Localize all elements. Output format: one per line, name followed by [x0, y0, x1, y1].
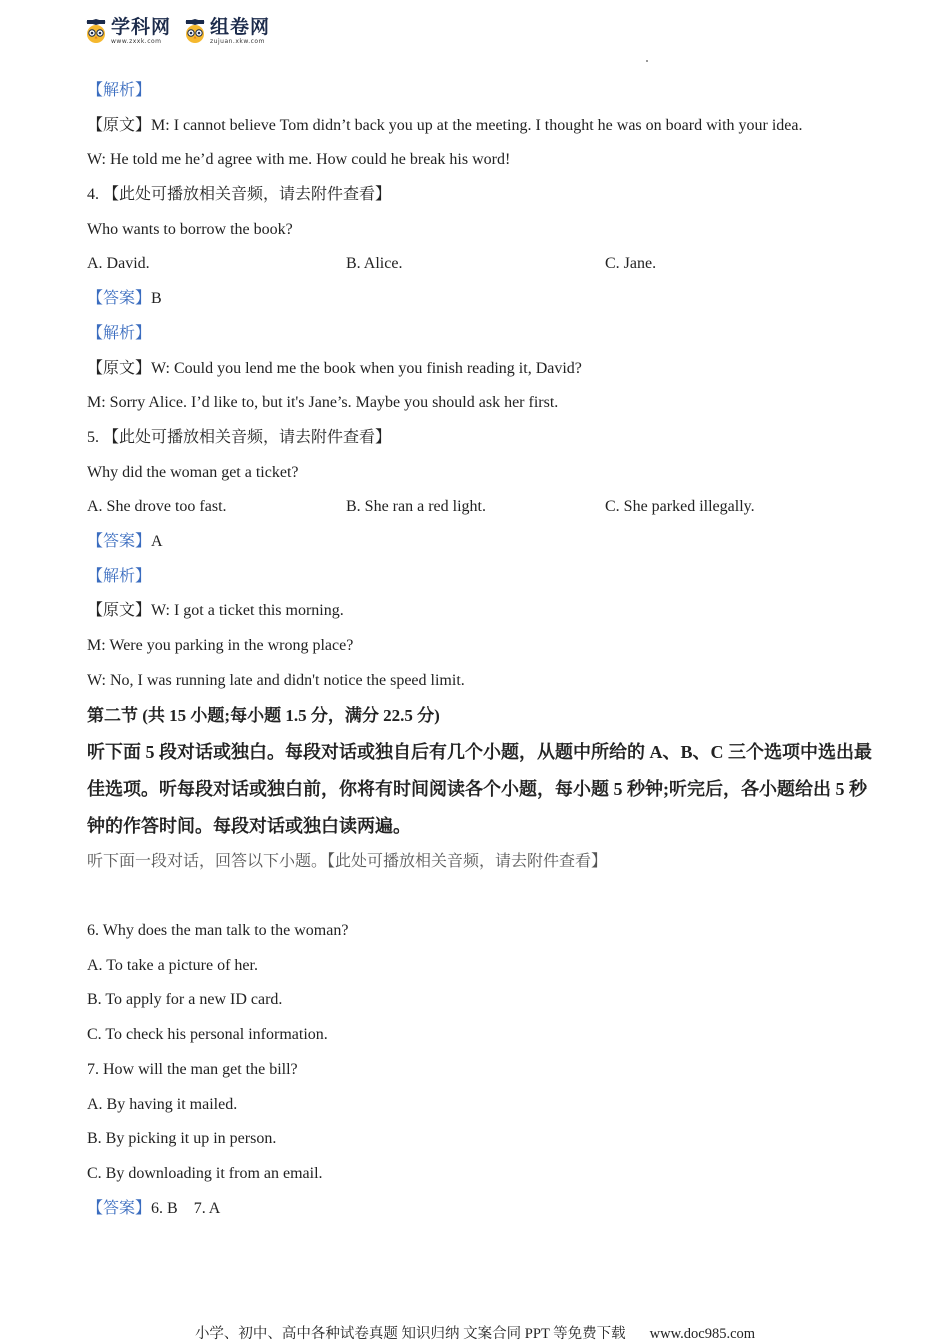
question-6-option-a: A. To take a picture of her. — [87, 956, 258, 974]
analysis-label: 【解析】 — [87, 324, 152, 342]
owl-icon — [183, 19, 207, 43]
footer-link[interactable]: www.doc985.com — [649, 1326, 756, 1342]
section-2-note: 听下面一段对话，回答以下小题。【此处可播放相关音频，请去附件查看】 — [87, 853, 608, 871]
document-body — [87, 74, 877, 1226]
analysis-label: 【解析】 — [87, 82, 152, 99]
question-4-header: 4. 【此处可播放相关音频，请去附件查看】 — [87, 186, 392, 204]
question-5-answer: 【答案】A — [87, 532, 163, 550]
transcript-line: 【原文】M: I cannot believe Tom didn’t back you up at the meeting. I thought he was on board with your idea. — [87, 116, 803, 134]
question-7-option-c: C. By downloading it from an email. — [87, 1164, 323, 1182]
owl-icon — [84, 19, 108, 43]
transcript-line: W: He told me he’d agree with me. How could he break his word! — [87, 151, 511, 169]
section-2-instructions: 听下面 5 段对话或独白。每段对话或独自后有几个小题，从题中所给的 A、B、C 三个选项中选出最佳选项。听每段对话或独白前，你将有时间阅读各个小题，每小题 5 秒钟;听完后，各小题给出 5 秒钟的作答时间。每段对话或独白读两遍。 — [87, 742, 872, 837]
question-7-text: 7. How will the man get the bill? — [87, 1060, 298, 1078]
question-5-options — [87, 490, 877, 525]
transcript-line: 【原文】W: Could you lend me the book when you finish reading it, David? — [87, 359, 582, 377]
footer — [0, 1322, 950, 1343]
logo-zujuanwang[interactable] — [183, 15, 271, 45]
question-6-text: 6. Why does the man talk to the woman? — [87, 922, 349, 940]
question-5-text: Why did the woman get a ticket? — [87, 463, 299, 481]
question-6-7-answer: 【答案】6. B 7. A — [87, 1199, 221, 1217]
question-7-option-b: B. By picking it up in person. — [87, 1130, 277, 1148]
question-4-options — [87, 247, 877, 282]
header — [84, 14, 270, 48]
logo-url: zujuan.xkw.com — [210, 37, 265, 45]
option-a: A. David. — [87, 255, 150, 273]
question-4-answer: 【答案】B — [87, 290, 162, 308]
transcript-line: M: Were you parking in the wrong place? — [87, 637, 354, 654]
logo-name: 组卷网 — [210, 15, 271, 38]
logo-name: 学科网 — [111, 15, 172, 38]
transcript-line: 【原文】W: I got a ticket this morning. — [87, 602, 344, 620]
option-b: B. She ran a red light. — [346, 498, 486, 516]
option-c: C. Jane. — [605, 255, 657, 273]
option-b: B. Alice. — [346, 255, 403, 273]
question-5-header: 5. 【此处可播放相关音频，请去附件查看】 — [87, 428, 392, 446]
option-a: A. She drove too fast. — [87, 498, 227, 516]
analysis-label: 【解析】 — [87, 567, 152, 585]
decorative-dot — [646, 60, 648, 62]
logo-url: www.zxxk.com — [111, 37, 162, 45]
transcript-line: M: Sorry Alice. I’d like to, but it's Jane’s. Maybe you should ask her first. — [87, 394, 559, 412]
transcript-line: W: No, I was running late and didn't notice the speed limit. — [87, 671, 465, 689]
section-2-title: 第二节 (共 15 小题;每小题 1.5 分，满分 22.5 分) — [87, 706, 440, 726]
footer-text: 小学、初中、高中各种试卷真题 知识归纳 文案合同 PPT 等免费下载 — [194, 1326, 626, 1342]
question-6-option-b: B. To apply for a new ID card. — [87, 991, 283, 1009]
question-7-option-a: A. By having it mailed. — [87, 1095, 238, 1113]
question-6-option-c: C. To check his personal information. — [87, 1026, 328, 1044]
question-4-text: Who wants to borrow the book? — [87, 220, 293, 238]
logo-xuekewang[interactable] — [84, 15, 172, 45]
option-c: C. She parked illegally. — [605, 498, 755, 516]
